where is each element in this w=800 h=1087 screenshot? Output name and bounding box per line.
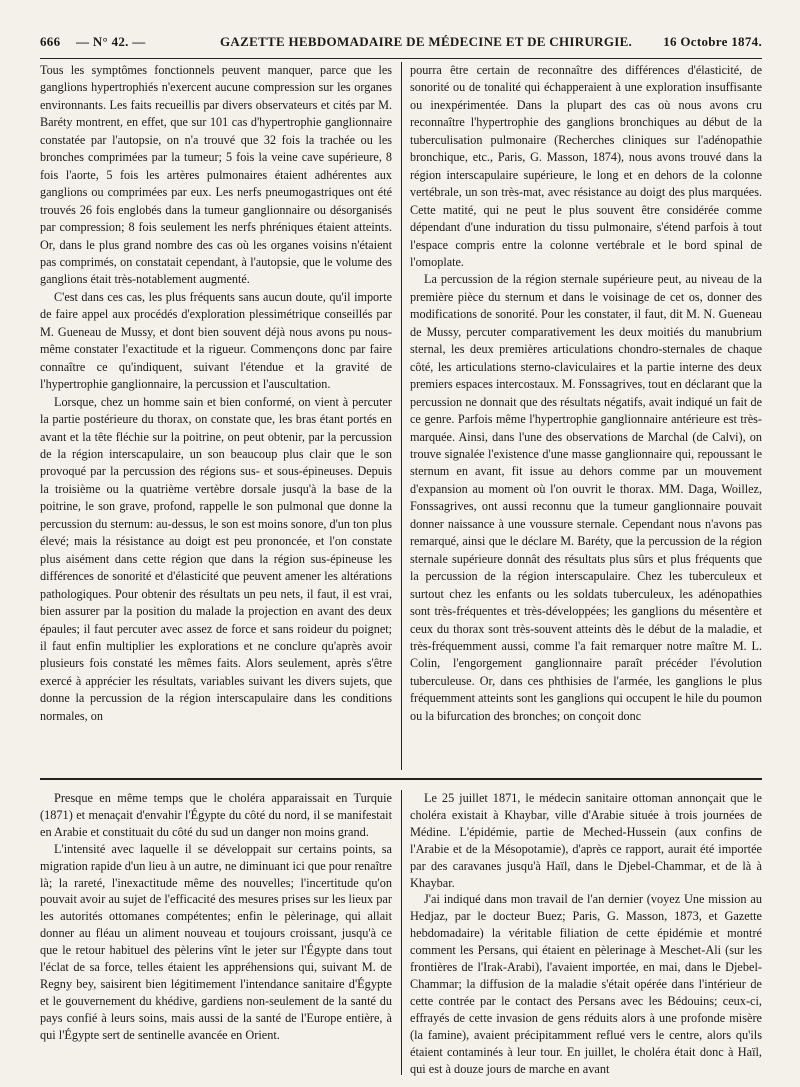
issue-number: — N° 42. —	[76, 34, 146, 49]
issue-date: 16 Octobre 1874.	[663, 34, 762, 49]
paragraph: J'ai indiqué dans mon travail de l'an dernier (voyez Une mission au Hedjaz, par le docteur Buez; Paris, G. Masson, 1873, et Gazette hebdomadaire) la véritable filiation de cette épidémie et montré comment les Persans, qui étaient en pèlerinage à Meschet-Ali (sur les frontières de l'Irak-Arabi), l'avaient importée, en mai, dans le Djebel-Chammar; la diffusion de la maladie s'était opérée dans l'intérieur de cette contrée par le contact des Persans avec les Bédouins; ceux-ci, effrayés de cette invasion de gens réduits alors à une profonde misère (la famine), avaient précipitamment reflué vers le centre, alors qu'ils étaient contaminés à leur tour. En juillet, le choléra était donc à Haïl, qui est à douze jours de marche en avant	[410, 892, 762, 1076]
running-header	[40, 34, 762, 56]
paragraph: pourra être certain de reconnaître des différences d'élasticité, de sonorité ou de tonalité qui échapperaient à une exploration insuffisante ou inexpérimentée. Dans la plupart des cas où nous avons cru reconnaître l'hypertrophie des ganglions bronchiques au début de la tuberculisation pulmonaire (Recherches cliniques sur l'adénopathie bronchique, etc., Paris, G. Masson, 1874), nous avons trouvé dans la région interscapulaire supérieure, le long et en dehors de la colonne vertébrale, un son très-mat, avec résistance au doigt des plus marquées. Cette matité, qui ne peut le plus souvent être considérée comme dépendant d'une induration du tissu pulmonaire, s'étend parfois à tout l'espace compris entre la colonne vertébrale et le bord spinal de l'omoplate.	[410, 63, 762, 269]
journal-title: GAZETTE HEBDOMADAIRE DE MÉDECINE ET DE CHIRURGIE.	[220, 34, 633, 49]
page-number: 666	[40, 34, 61, 49]
lower-left-column	[40, 790, 392, 1080]
paragraph: Presque en même temps que le choléra apparaissait en Turquie (1871) et menaçait d'envahir l'Égypte du côté du nord, il se manifestait en Arabie et constituait du côté du sud un danger non moins grand.	[40, 791, 392, 839]
column-rule-lower	[401, 790, 402, 1075]
header-rule	[40, 58, 762, 59]
paragraph: Lorsque, chez un homme sain et bien conformé, on vient à percuter la partie postérieure du thorax, on constate que, les bras étant portés en avant et la tête fléchie sur la poitrine, on peut obtenir, par la percussion de la région interscapulaire, un son beaucoup plus clair que le son provoqué par la percussion des régions sus- et sous-épineuses. Depuis la troisième ou la quatrième vertèbre dorsale jusqu'à la base de la poitrine, le son grave, profond, rappelle le son pulmonal que donne la percussion du sternum: au-dessus, le son est moins sonore, d'un ton plus élevé; mais la résistance au doigt est peu prononcée, et l'on constate plus aisément dans cette région que dans la région sus-épineuse les différences de sonorité et d'élasticité que peuvent amener les altérations pathologiques. Pour obtenir des résultats un peu nets, il faut, il est vrai, bien assurer par la position du malade la projection en avant des deux épaules; il faut percuter avec assez de force et sans roideur du poignet; il faut enfin multiplier les explorations et ne conclure qu'après avoir plusieurs fois constaté les mêmes faits. Alors seulement, après s'être exercé à apprécier les résultats, variables suivant les divers sujets, que donne la percussion de la région interscapulaire dans les conditions normales, on	[40, 394, 392, 723]
upper-left-column	[40, 62, 392, 772]
lower-right-column	[410, 790, 762, 1080]
paragraph: C'est dans ces cas, les plus fréquents sans aucun doute, qu'il importe de faire appel aux procédés d'exploration plessimétrique conseillés par M. Gueneau de Mussy, et dont bien souvent déjà nous avons pu nous-même constater l'exactitude et la rigueur. Commençons donc par faire connaître ce qu'indiquent, suivant l'étendue et la gravité de l'hypertrophie ganglionnaire, la percussion et l'auscultation.	[40, 289, 392, 392]
paragraph: Tous les symptômes fonctionnels peuvent manquer, parce que les ganglions hypertrophiés n'exercent aucune compression sur les organes environnants. Les faits recueillis par divers observateurs et cités par M. Baréty montrent, en effet, que sur 101 cas d'hypertrophie ganglionnaire constatée par l'autopsie, on n'a trouvé que 32 fois la trachée ou les bronches comprimées par la tumeur; 5 fois la veine cave supérieure, 8 fois l'aorte, 5 fois les artères pulmonaires étaient adhérentes aux ganglions ou comprimées par eux. Les nerfs pneumogastriques ont été trouvés 26 fois englobés dans la tumeur ganglionnaire ou désorganisés par compression; 8 fois seulement les nerfs phréniques étaient atteints. Or, dans le plus grand nombre des cas où les organes voisins n'étaient pas comprimés, on constatait cependant, à l'autopsie, que le volume des ganglions était très-notablement augmenté.	[40, 63, 392, 287]
paragraph: La percussion de la région sternale supérieure peut, au niveau de la première pièce du sternum et dans le voisinage de cet os, donner des modifications de sonorité. Pour les constater, il faut, dit M. N. Gueneau de Mussy, percuter comparativement les deux moitiés du manubrium sternal, les deux premières articulations chondro-sternales de chaque côté, les articulations sterno-claviculaires et la partie interne des deux premiers espaces intercostaux. M. Fonssagrives, tout en déclarant que la percussion ne donnait que des résultats négatifs, avait indiqué un fait de ce genre. Parfois même l'hypertrophie ganglionnaire antérieure est très-marquée. Ainsi, dans l'une des observations de Marchal (de Calvi), on trouve signalée l'existence d'une masse ganglionnaire qui, repoussant le sternum en avant, fit issue au dehors comme par un mouvement d'expansion au moment où l'on ouvrit le thorax. MM. Daga, Woillez, Fonssagrives, ont aussi reconnu que la tumeur ganglionnaire pouvait donner naissance à une voussure sternale. Cependant nous n'avons pas remarqué, ainsi que le déclare M. Baréty, que la percussion de la région sternale supérieure donnât des résultats plus sûrs et plus fréquents que la percussion de la région interscapulaire. Chez les tuberculeux et surtout chez les enfants ou les soldats tuberculeux, les adénopathies sont très-fréquentes et très-développées; les ganglions du mésentère et ceux du thorax sont très-souvent atteints dès le début de la maladie, et très-fréquemment aussi, comme l'a fait remarquer notre maître M. L. Colin, l'engorgement ganglionnaire paraît précéder l'évolution tuberculeuse. Or, dans ces phthisies de l'armée, les ganglions le plus fréquemment atteints sont les ganglions qui occupent le hile du poumon ou la bifurcation des bronches; on conçoit donc	[410, 272, 762, 723]
paragraph: L'intensité avec laquelle il se développait sur certains points, sa migration rapide d'un lieu à un autre, ne diminuant ici que pour renaître là; la rareté, l'inexactitude même des nouvelles; l'incertitude qu'on pouvait avoir au sujet de l'efficacité des mesures prises sur les lieux par les autorités ottomanes compétentes; enfin le pèlerinage, qui allait donner au fléau un aliment nouveau et toujours croissant, jusqu'à ce que le retour habituel des pèlerins vînt le jeter sur l'Égypte dans tout l'éclat de sa force, telles étaient les appréhensions qui, suivant M. de Regny bey, saisirent bien légitimement l'intendance sanitaire d'Égypte et le gouvernement du khédive, gardiens non-seulement de la santé du pays confié à leurs soins, mais aussi de la santé de l'Europe entière, à qui l'Égypte sert de sentinelle avancée en Orient.	[40, 841, 392, 1042]
upper-right-column	[410, 62, 762, 772]
section-rule	[40, 778, 762, 780]
column-rule-upper	[401, 62, 402, 770]
paragraph: Le 25 juillet 1871, le médecin sanitaire ottoman annonçait que le choléra existait à Khaybar, ville d'Arabie située à trois journées de Médine. L'épidémie, partie de Meched-Hussein (aux confins de l'Arabie et de la Mésopotamie), d'après ce rapport, aurait été importée par des caravanes jusqu'à Haïl, dans le Djebel-Chammar, et de là à Khaybar.	[410, 791, 762, 890]
